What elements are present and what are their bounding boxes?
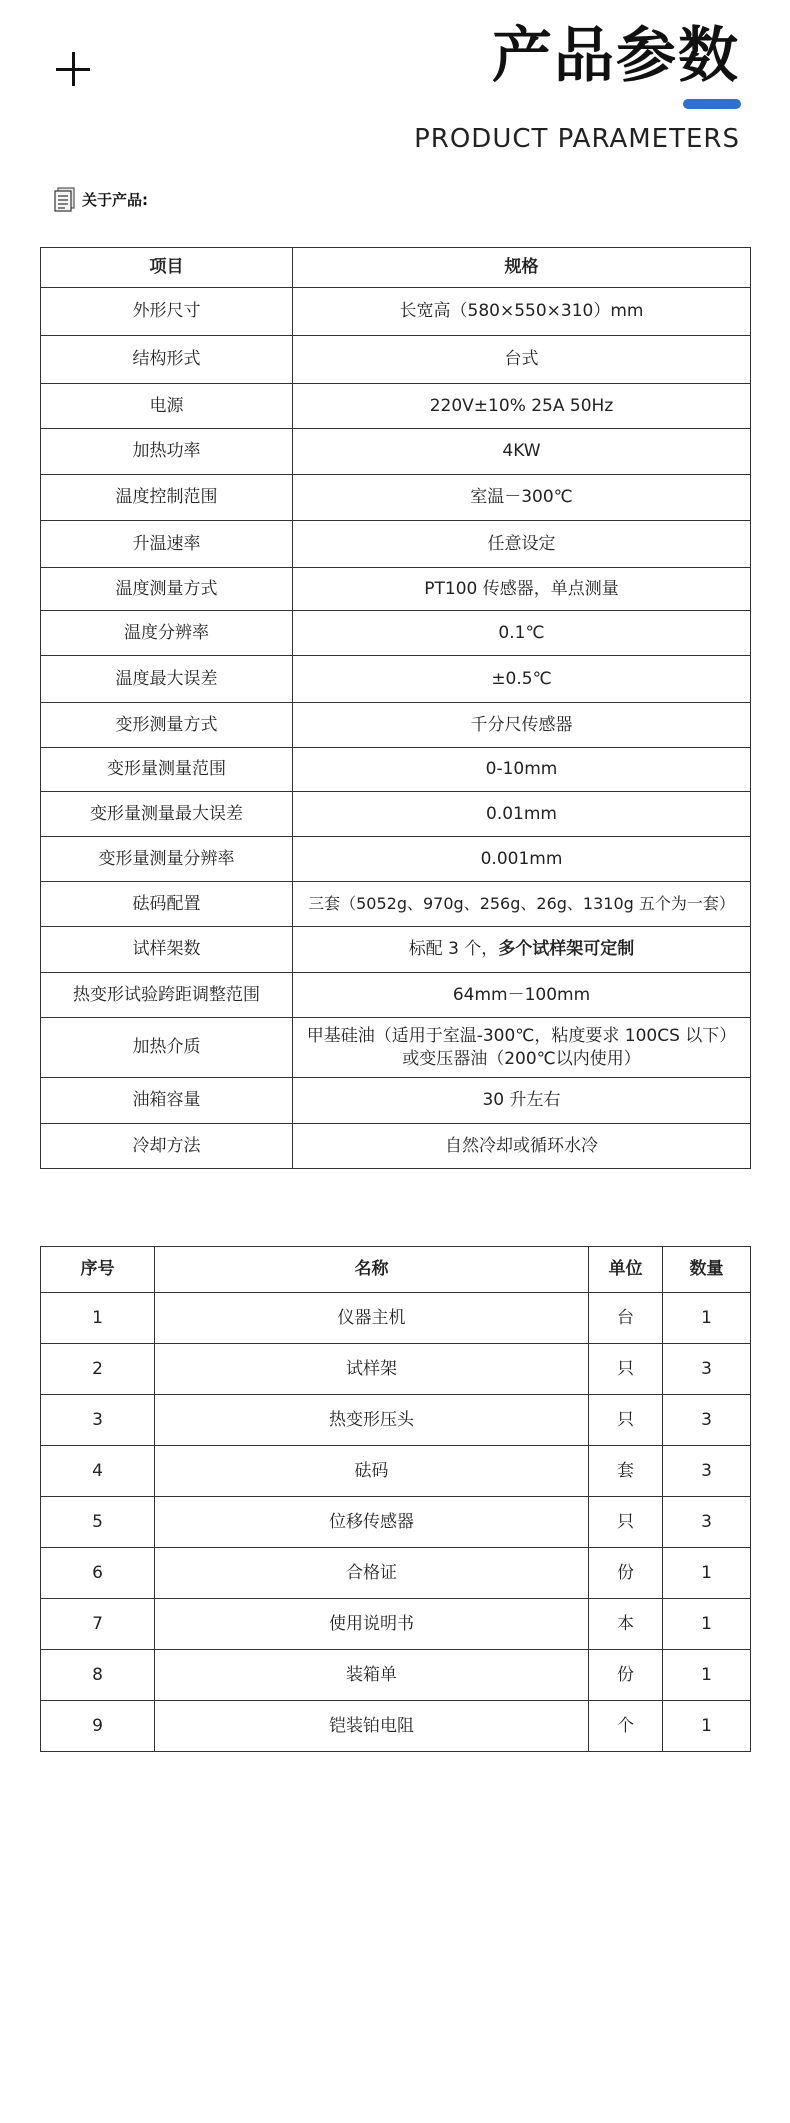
param-name: 冷却方法 [41, 1124, 293, 1169]
table-row [41, 475, 751, 521]
table-row [41, 656, 751, 703]
table-row [41, 927, 751, 973]
param-name: 加热功率 [41, 429, 293, 475]
item-unit: 套 [589, 1446, 663, 1497]
table-row [41, 1124, 751, 1169]
item-qty: 3 [663, 1344, 751, 1395]
param-name: 变形量测量最大误差 [41, 792, 293, 837]
table-row [41, 1078, 751, 1124]
param-name: 结构形式 [41, 336, 293, 384]
item-no: 2 [41, 1344, 155, 1395]
item-name: 仪器主机 [155, 1293, 589, 1344]
param-spec: 0.1℃ [293, 611, 751, 656]
table-row [41, 1344, 751, 1395]
item-qty: 3 [663, 1446, 751, 1497]
table-row [41, 703, 751, 748]
param-name: 升温速率 [41, 521, 293, 568]
param-name: 加热介质 [41, 1018, 293, 1078]
page-subtitle: PRODUCT PARAMETERS [414, 124, 740, 154]
item-qty: 1 [663, 1599, 751, 1650]
header-name: 名称 [155, 1247, 589, 1293]
table-row [41, 837, 751, 882]
item-unit: 只 [589, 1395, 663, 1446]
table-row [41, 1395, 751, 1446]
table-row [41, 1446, 751, 1497]
param-spec: 64mm－100mm [293, 973, 751, 1018]
header-item: 项目 [41, 248, 293, 288]
accent-bar [683, 99, 741, 109]
param-name: 温度测量方式 [41, 568, 293, 611]
param-spec: 4KW [293, 429, 751, 475]
table-row [41, 336, 751, 384]
param-spec: 千分尺传感器 [293, 703, 751, 748]
item-name: 使用说明书 [155, 1599, 589, 1650]
table-row [41, 1650, 751, 1701]
plus-icon [56, 52, 90, 86]
packing-list-table [40, 1246, 751, 1752]
param-spec: 0.01mm [293, 792, 751, 837]
item-no: 4 [41, 1446, 155, 1497]
item-name: 热变形压头 [155, 1395, 589, 1446]
param-name: 温度分辨率 [41, 611, 293, 656]
item-unit: 份 [589, 1650, 663, 1701]
item-unit: 台 [589, 1293, 663, 1344]
param-spec: 长宽高（580×550×310）mm [293, 288, 751, 336]
table-row [41, 792, 751, 837]
param-name: 砝码配置 [41, 882, 293, 927]
item-name: 合格证 [155, 1548, 589, 1599]
item-qty: 1 [663, 1650, 751, 1701]
param-spec: 室温－300℃ [293, 475, 751, 521]
about-product [52, 186, 148, 212]
about-label: 关于产品: [82, 190, 148, 209]
table-header-row [41, 1247, 751, 1293]
param-spec: 三套（5052g、970g、256g、26g、1310g 五个为一套） [293, 882, 751, 927]
header-unit: 单位 [589, 1247, 663, 1293]
item-name: 铠装铂电阻 [155, 1701, 589, 1752]
header-spec: 规格 [293, 248, 751, 288]
item-name: 试样架 [155, 1344, 589, 1395]
item-name: 位移传感器 [155, 1497, 589, 1548]
table-row [41, 1293, 751, 1344]
param-spec: 0-10mm [293, 748, 751, 792]
item-unit: 本 [589, 1599, 663, 1650]
param-name: 外形尺寸 [41, 288, 293, 336]
table-row [41, 748, 751, 792]
param-spec: ±0.5℃ [293, 656, 751, 703]
item-qty: 1 [663, 1548, 751, 1599]
table-header-row [41, 248, 751, 288]
table-row [41, 384, 751, 429]
table-row [41, 288, 751, 336]
item-unit: 只 [589, 1497, 663, 1548]
item-no: 3 [41, 1395, 155, 1446]
param-name: 变形量测量范围 [41, 748, 293, 792]
document-icon [52, 186, 78, 212]
table-row [41, 1701, 751, 1752]
table-row [41, 1018, 751, 1078]
param-name: 温度最大误差 [41, 656, 293, 703]
item-no: 7 [41, 1599, 155, 1650]
item-no: 6 [41, 1548, 155, 1599]
param-name: 变形测量方式 [41, 703, 293, 748]
item-name: 砝码 [155, 1446, 589, 1497]
item-no: 1 [41, 1293, 155, 1344]
table-row [41, 1599, 751, 1650]
table-row [41, 429, 751, 475]
table-row [41, 973, 751, 1018]
table-row [41, 521, 751, 568]
param-spec: 30 升左右 [293, 1078, 751, 1124]
param-name: 温度控制范围 [41, 475, 293, 521]
item-no: 8 [41, 1650, 155, 1701]
table-row [41, 1548, 751, 1599]
item-qty: 3 [663, 1395, 751, 1446]
param-spec [293, 927, 751, 973]
item-qty: 1 [663, 1293, 751, 1344]
item-no: 5 [41, 1497, 155, 1548]
table-row [41, 1497, 751, 1548]
param-spec: 任意设定 [293, 521, 751, 568]
param-spec: 0.001mm [293, 837, 751, 882]
param-spec: PT100 传感器，单点测量 [293, 568, 751, 611]
param-name: 试样架数 [41, 927, 293, 973]
param-spec-normal: 标配 3 个， [408, 939, 499, 960]
table-row [41, 882, 751, 927]
param-name: 变形量测量分辨率 [41, 837, 293, 882]
param-name: 热变形试验跨距调整范围 [41, 973, 293, 1018]
item-name: 装箱单 [155, 1650, 589, 1701]
param-name: 油箱容量 [41, 1078, 293, 1124]
table-row [41, 568, 751, 611]
item-unit: 只 [589, 1344, 663, 1395]
param-spec-emphasis: 多个试样架可定制 [498, 939, 635, 960]
item-unit: 个 [589, 1701, 663, 1752]
param-name: 电源 [41, 384, 293, 429]
item-qty: 1 [663, 1701, 751, 1752]
param-spec: 220V±10% 25A 50Hz [293, 384, 751, 429]
parameters-table [40, 247, 751, 1169]
item-no: 9 [41, 1701, 155, 1752]
table-row [41, 611, 751, 656]
header-qty: 数量 [663, 1247, 751, 1293]
header-no: 序号 [41, 1247, 155, 1293]
item-unit: 份 [589, 1548, 663, 1599]
page-title: 产品参数 [492, 21, 740, 91]
param-spec: 台式 [293, 336, 751, 384]
param-spec: 自然冷却或循环水冷 [293, 1124, 751, 1169]
param-spec: 甲基硅油（适用于室温-300℃，粘度要求 100CS 以下）或变压器油（200℃以内使用） [293, 1018, 751, 1078]
item-qty: 3 [663, 1497, 751, 1548]
